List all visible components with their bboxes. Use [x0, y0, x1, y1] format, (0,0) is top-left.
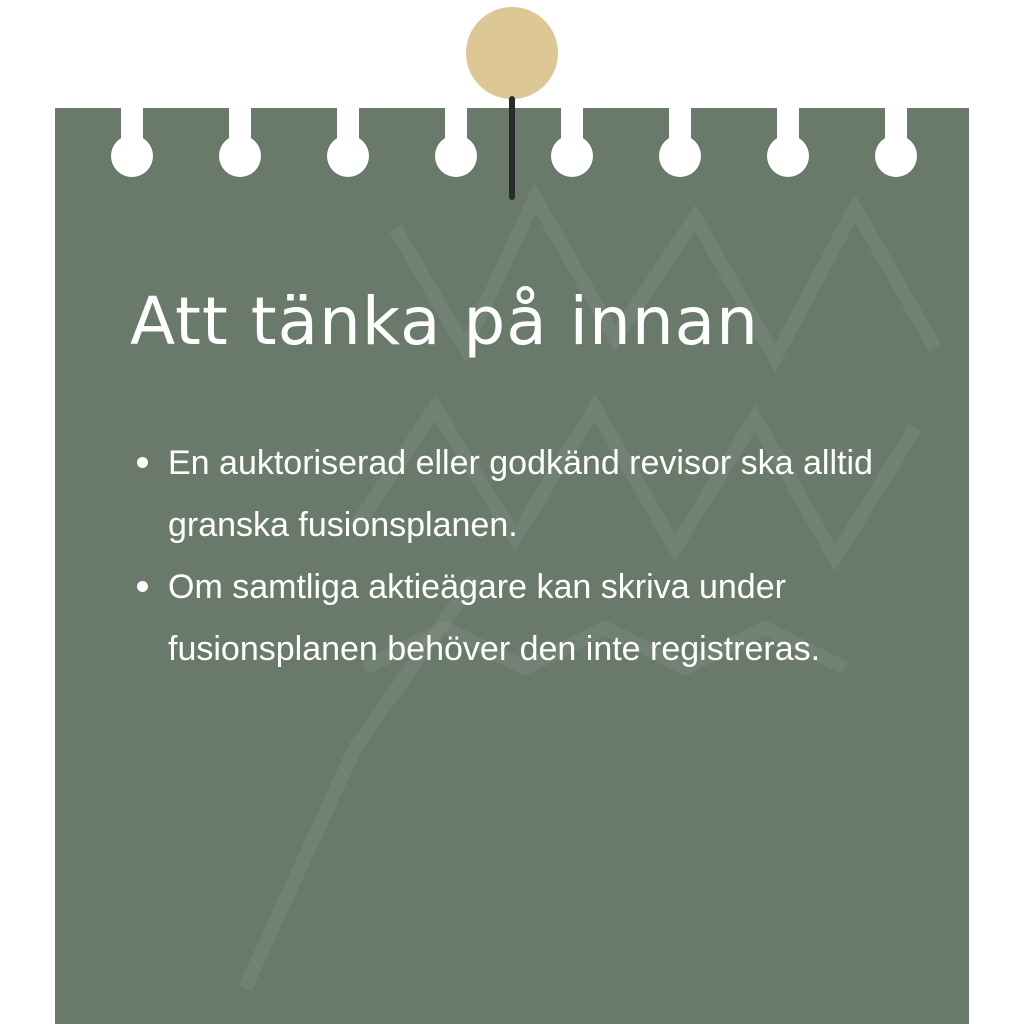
push-pin-icon: [466, 7, 558, 99]
pin-needle: [509, 96, 515, 200]
bullet-list: [168, 432, 913, 680]
note-title: Att tänka på innan: [130, 283, 759, 360]
bullet-dot-icon: [137, 457, 148, 468]
bullet-dot-icon: [137, 581, 148, 592]
bullet-text: En auktoriserad eller godkänd revisor ska alltid granska fusionsplanen.: [168, 444, 873, 544]
list-item: [168, 556, 913, 680]
bullet-text: Om samtliga aktieägare kan skriva under fusionsplanen behöver den inte registreras.: [168, 568, 821, 668]
list-item: [168, 432, 913, 556]
